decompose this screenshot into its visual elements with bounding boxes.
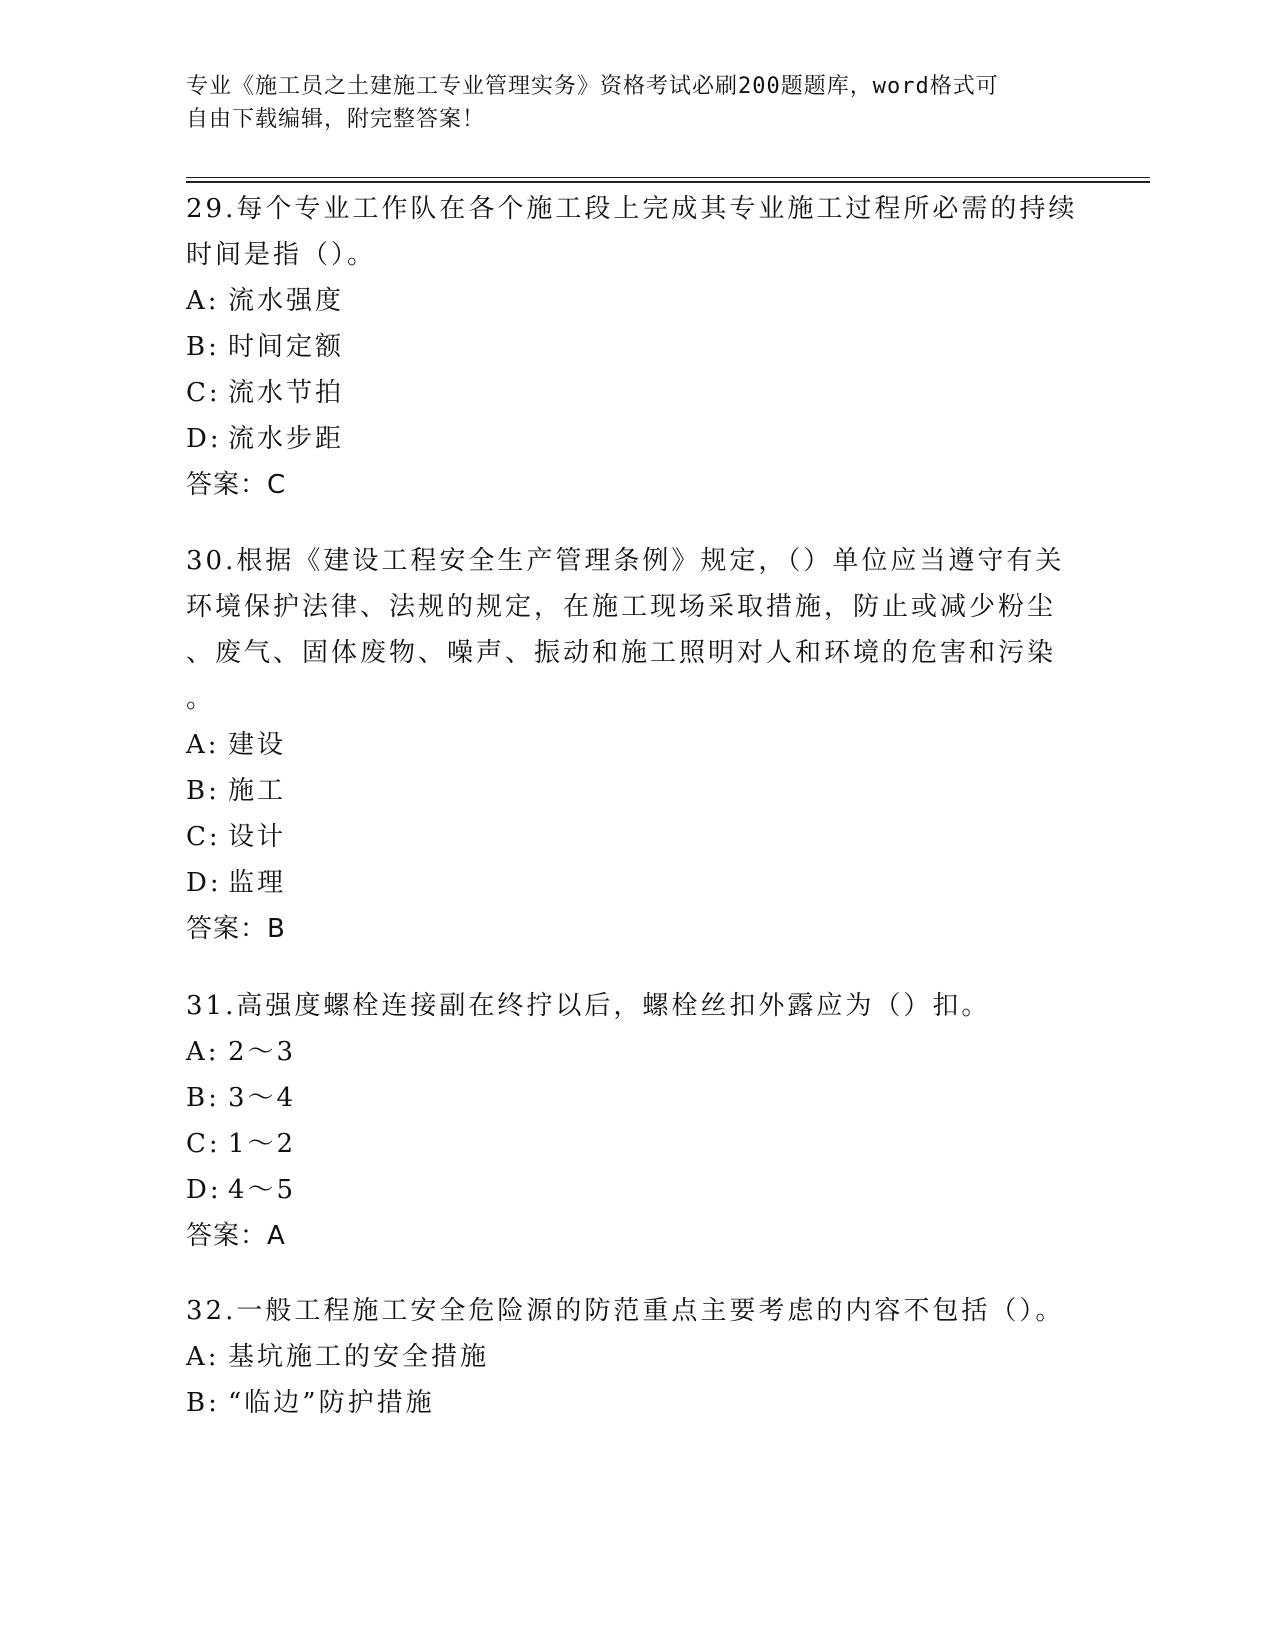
option-b	[186, 768, 1086, 814]
header-line-1: 专业《施工员之土建施工专业管理实务》资格考试必刷200题题库，word格式可	[186, 74, 999, 99]
question-31	[186, 983, 1086, 1259]
header-divider-thick	[186, 181, 1150, 183]
option-b	[186, 1075, 1086, 1121]
option-a	[186, 1334, 1086, 1380]
stem-line: 时间是指（）。	[186, 240, 377, 270]
option-b	[186, 324, 1086, 370]
option-d	[186, 860, 1086, 906]
question-stem	[186, 1288, 1086, 1334]
stem-line: 。	[186, 684, 216, 714]
question-stem	[186, 186, 1086, 278]
option-d	[186, 416, 1086, 462]
option-key: B:	[186, 776, 220, 806]
question-30	[186, 538, 1086, 952]
option-c	[186, 814, 1086, 860]
option-d	[186, 1167, 1086, 1213]
option-c	[186, 370, 1086, 416]
option-key: A:	[186, 1037, 220, 1067]
option-key: A:	[186, 1342, 220, 1372]
option-a	[186, 1029, 1086, 1075]
stem-line: 30.根据《建设工程安全生产管理条例》规定，（）单位应当遵守有关	[186, 546, 1065, 576]
option-text: 流水步距	[228, 424, 345, 454]
question-stem	[186, 538, 1086, 722]
stem-line: 31.高强度螺栓连接副在终拧以后，螺栓丝扣外露应为（）扣。	[186, 991, 991, 1021]
option-key: A:	[186, 286, 220, 316]
option-key: B:	[186, 1083, 220, 1113]
option-text: 施工	[228, 776, 287, 806]
document-header	[186, 70, 1066, 136]
option-text: 设计	[228, 822, 287, 852]
option-text: 1～2	[228, 1129, 297, 1159]
option-a	[186, 722, 1086, 768]
header-line-2: 自由下载编辑，附完整答案！	[186, 107, 486, 132]
option-b	[186, 1380, 1086, 1426]
option-c	[186, 1121, 1086, 1167]
option-key: A:	[186, 730, 220, 760]
option-key: D:	[186, 1175, 222, 1205]
option-text: 时间定额	[228, 332, 345, 362]
option-text: 4～5	[228, 1175, 297, 1205]
option-text: 流水强度	[228, 286, 345, 316]
option-key: D:	[186, 424, 222, 454]
option-key: D:	[186, 868, 222, 898]
option-text: 基坑施工的安全措施	[228, 1342, 490, 1372]
option-text: 流水节拍	[228, 378, 345, 408]
stem-line: 、废气、固体废物、噪声、振动和施工照明对人和环境的危害和污染	[186, 638, 1057, 668]
option-text: “临边”防护措施	[228, 1388, 435, 1418]
option-key: B:	[186, 1388, 220, 1418]
question-32	[186, 1288, 1086, 1426]
option-key: C:	[186, 1129, 221, 1159]
answer: 答案：B	[186, 914, 286, 944]
stem-line: 29.每个专业工作队在各个施工段上完成其专业施工过程所必需的持续	[186, 194, 1078, 224]
option-text: 3～4	[228, 1083, 297, 1113]
option-text: 监理	[228, 868, 287, 898]
option-key: C:	[186, 378, 221, 408]
question-29	[186, 186, 1086, 508]
stem-line: 环境保护法律、法规的规定，在施工现场采取措施，防止或减少粉尘	[186, 592, 1057, 622]
answer: 答案：A	[186, 1221, 286, 1251]
answer: 答案：C	[186, 470, 287, 500]
option-text: 2～3	[228, 1037, 297, 1067]
option-key: B:	[186, 332, 220, 362]
header-divider-thin	[186, 177, 1150, 178]
option-text: 建设	[228, 730, 287, 760]
stem-line: 32.一般工程施工安全危险源的防范重点主要考虑的内容不包括（）。	[186, 1296, 1065, 1326]
option-key: C:	[186, 822, 221, 852]
question-stem	[186, 983, 1086, 1029]
option-a	[186, 278, 1086, 324]
